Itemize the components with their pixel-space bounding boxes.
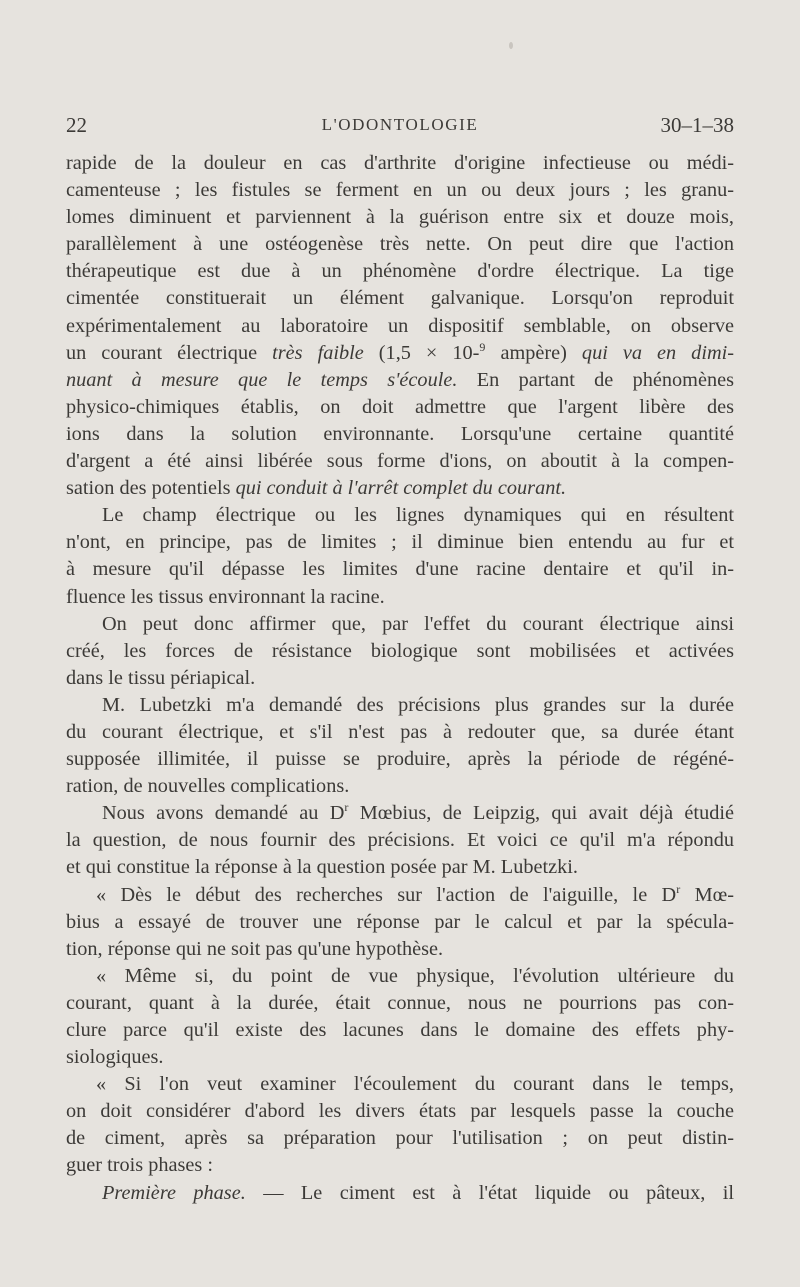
text-line: lomes diminuent et parviennent à la guérison entre six et douze mois, <box>66 206 734 229</box>
italic-run: très faible <box>272 341 364 364</box>
text-line: de ciment, après sa préparation pour l'utilisation ; on peut distin- <box>66 1127 734 1150</box>
text-run: ampère) <box>500 341 567 364</box>
text-line: camenteuse ; les fistules se ferment en un ou deux jours ; les granu- <box>66 179 734 202</box>
paragraph-first-line: « Même si, du point de vue physique, l'évolution ultérieure du <box>96 964 734 987</box>
text-line: tion, réponse qui ne soit pas qu'une hypothèse. <box>66 937 444 960</box>
issue-date: 30–1–38 <box>660 113 734 137</box>
text-line: guer trois phases : <box>66 1154 214 1177</box>
superscript: r <box>344 800 349 815</box>
superscript: r <box>676 881 681 896</box>
paragraph-first-line: On peut donc affirmer que, par l'effet du courant électrique ainsi <box>102 612 734 635</box>
text-line: courant, quant à la durée, était connue, nous ne pourrions pas con- <box>66 991 734 1014</box>
italic-run: qui va en dimi- <box>581 341 734 364</box>
paragraph-first-line: M. Lubetzki m'a demandé des précisions plus grandes sur la durée <box>102 693 734 716</box>
text-run: Mœbius, de Leipzig, qui avait déjà étudié <box>359 802 734 825</box>
text-line <box>66 475 734 502</box>
text-line: clure parce qu'il existe des lacunes dans le domaine des effets phy- <box>66 1019 734 1041</box>
ink-speck <box>509 42 513 49</box>
text-line: on doit considérer d'abord les divers états par lesquels passe la couche <box>66 1100 734 1123</box>
page-number: 22 <box>66 113 87 137</box>
text-line: thérapeutique est due à un phénomène d'ordre électrique. La tige <box>66 260 734 283</box>
italic-run: nuant à mesure que le temps s'écoule. <box>66 368 458 391</box>
body-text <box>66 150 734 1207</box>
paragraph-first-line: « Si l'on veut examiner l'écoulement du courant dans le temps, <box>96 1073 734 1096</box>
italic-run: Première phase. <box>102 1181 246 1204</box>
text-line <box>66 367 734 394</box>
text-line: bius a essayé de trouver une réponse par le calcul et par la spécula- <box>66 910 734 933</box>
text-run: (1,5 × 10- <box>378 341 480 364</box>
text-line: ions dans la solution environnante. Lorsqu'une certaine quantité <box>66 422 734 445</box>
paragraph-first-line: Le champ électrique ou les lignes dynamiques qui en résultent <box>102 504 734 527</box>
text-line: supposée illimitée, il puisse se produire, après la période de régéné- <box>66 748 734 771</box>
text-line: dans le tissu périapical. <box>66 666 256 689</box>
text-line: et qui constitue la réponse à la question posée par M. Lubetzki. <box>66 856 578 879</box>
text-line: rapide de la douleur en cas d'arthrite d'origine infectieuse ou médi- <box>66 152 734 174</box>
text-run: — Le ciment est à l'état liquide ou pâteux, il <box>263 1181 734 1204</box>
text-line: siologiques. <box>66 1046 164 1069</box>
exponent: 9 <box>479 339 486 354</box>
text-line: d'argent a été ainsi libérée sous forme d'ions, on aboutit à la compen- <box>66 450 734 473</box>
text-run: Nous avons demandé au D <box>102 802 345 825</box>
text-line: parallèlement à une ostéogenèse très nette. On peut dire que l'action <box>66 233 734 256</box>
text-line: physico-chimiques établis, on doit admettre que l'argent libère des <box>66 395 734 418</box>
text-line: n'ont, en principe, pas de limites ; il diminue bien entendu au fur et <box>66 531 734 554</box>
text-line: créé, les forces de résistance biologique sont mobilisées et activées <box>66 639 734 662</box>
text-run: En partant de phénomènes <box>476 368 734 391</box>
text-run: sation des potentiels <box>66 477 231 500</box>
paragraph-first-line <box>66 800 734 827</box>
text-line: fluence les tissus environnant la racine. <box>66 585 385 608</box>
text-run: un courant électrique <box>66 341 258 364</box>
text-line: la question, de nous fournir des précisions. Et voici ce qu'il m'a répondu <box>66 829 734 852</box>
paragraph-first-line <box>66 882 734 909</box>
text-line <box>66 340 734 367</box>
text-run: « Dès le début des recherches sur l'action de l'aiguille, le D <box>96 883 677 906</box>
running-header <box>66 110 734 140</box>
text-run: Mœ- <box>694 883 734 906</box>
text-line: à mesure qu'il dépasse les limites d'une racine dentaire et qu'il in- <box>66 558 734 581</box>
text-line: du courant électrique, et s'il n'est pas à redouter que, sa durée étant <box>66 720 734 743</box>
italic-run: qui conduit à l'arrêt complet du courant. <box>235 477 567 500</box>
text-line: ration, de nouvelles complications. <box>66 775 350 798</box>
text-line: cimentée constituerait un élément galvanique. Lorsqu'on reproduit <box>66 287 734 310</box>
running-title: L'ODONTOLOGIE <box>321 115 479 134</box>
text-line: expérimentalement au laboratoire un dispositif semblable, on observe <box>66 314 734 337</box>
paragraph-first-line <box>66 1180 734 1207</box>
